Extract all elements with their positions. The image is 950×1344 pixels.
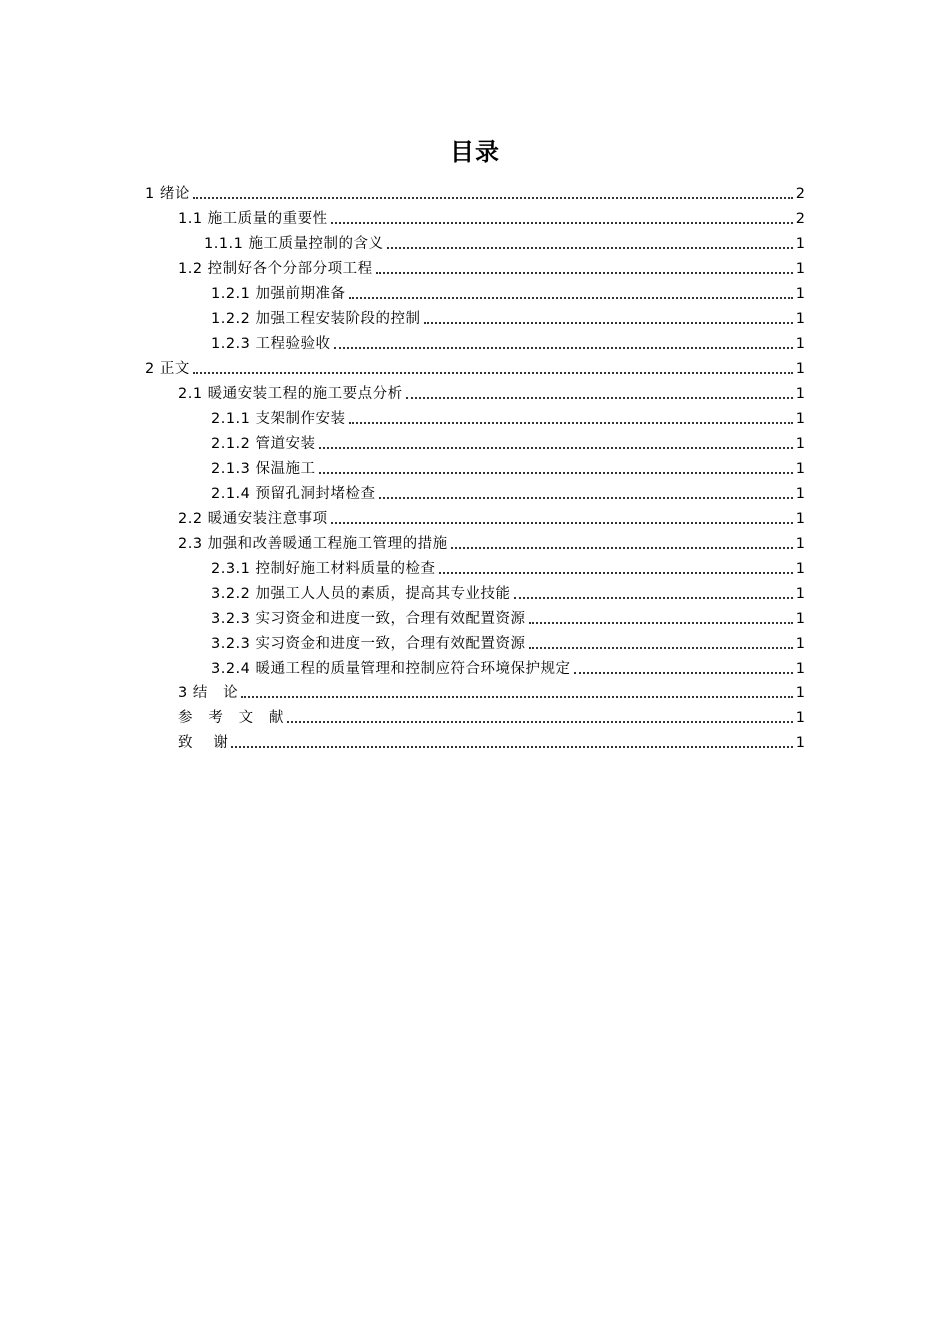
dot-leader xyxy=(319,471,793,474)
toc-entry-section-2-3-1[interactable] xyxy=(211,555,805,579)
toc-entry-label: 3.2.4 暖通工程的质量管理和控制应符合环境保护规定 xyxy=(211,661,571,677)
toc-entry-page-number: 1 xyxy=(795,311,805,327)
toc-entry-section-2-1-3[interactable] xyxy=(211,455,805,479)
dot-leader xyxy=(379,496,793,499)
toc-entry-section-2-1-2[interactable] xyxy=(211,430,805,454)
toc-entry-section-2-1-1[interactable] xyxy=(211,405,805,429)
toc-entry-section-3-2-4[interactable] xyxy=(211,655,805,679)
toc-entry-section-3-2-2[interactable] xyxy=(211,580,805,604)
toc-entry-page-number: 1 xyxy=(795,561,805,577)
dot-leader xyxy=(331,221,793,224)
toc-entry-section-3-2-3-duplicate[interactable] xyxy=(211,630,805,654)
dot-leader xyxy=(349,296,793,299)
toc-entry-label: 1.2.3 工程验验收 xyxy=(211,336,331,352)
toc-entry-section-1-2-2[interactable] xyxy=(211,305,805,329)
dot-leader xyxy=(193,371,793,374)
toc-entry-page-number: 1 xyxy=(795,636,805,652)
toc-entry-label: 2.2 暖通安装注意事项 xyxy=(178,511,328,527)
toc-entry-page-number: 1 xyxy=(795,411,805,427)
toc-entry-page-number: 1 xyxy=(795,361,805,377)
toc-entry-label: 1 绪论 xyxy=(145,186,190,202)
toc-entry-acknowledgements[interactable] xyxy=(178,729,805,753)
toc-entry-page-number: 1 xyxy=(795,536,805,552)
toc-entry-section-1-2[interactable] xyxy=(178,255,805,279)
dot-leader xyxy=(514,596,793,599)
dot-leader xyxy=(193,196,793,199)
toc-entry-section-1-2-3[interactable] xyxy=(211,330,805,354)
toc-entry-label: 致 谢 xyxy=(178,735,229,751)
dot-leader xyxy=(241,695,793,698)
toc-entry-page-number: 1 xyxy=(795,236,805,252)
toc-entry-page-number: 1 xyxy=(795,586,805,602)
dot-leader xyxy=(529,646,793,649)
toc-entry-page-number: 1 xyxy=(795,261,805,277)
toc-title: 目录 xyxy=(450,138,500,166)
toc-entry-label: 2.1.2 管道安装 xyxy=(211,436,316,452)
toc-entry-label: 2.1.1 支架制作安装 xyxy=(211,411,346,427)
toc-entry-section-2-2[interactable] xyxy=(178,505,805,529)
toc-entry-label: 1.1.1 施工质量控制的含义 xyxy=(204,236,384,252)
toc-entry-section-2-1[interactable] xyxy=(178,380,805,404)
dot-leader xyxy=(406,396,793,399)
dot-leader xyxy=(451,546,793,549)
toc-entry-label: 2.1.3 保温施工 xyxy=(211,461,316,477)
toc-entry-section-3-2-3[interactable] xyxy=(211,605,805,629)
toc-entry-page-number: 1 xyxy=(795,735,805,751)
toc-entry-page-number: 1 xyxy=(795,386,805,402)
dot-leader xyxy=(319,446,793,449)
dot-leader xyxy=(331,521,793,524)
dot-leader xyxy=(334,346,793,349)
toc-entry-section-1-2-1[interactable] xyxy=(211,280,805,304)
toc-entry-label: 1.2.1 加强前期准备 xyxy=(211,286,346,302)
toc-entry-label: 2.1 暖通安装工程的施工要点分析 xyxy=(178,386,403,402)
dot-leader xyxy=(439,571,793,574)
toc-entry-page-number: 1 xyxy=(795,710,805,726)
toc-entry-page-number: 2 xyxy=(795,186,805,202)
toc-entry-page-number: 1 xyxy=(795,286,805,302)
toc-entry-section-1-1-1[interactable] xyxy=(204,230,805,254)
toc-entry-label: 1.2.2 加强工程安装阶段的控制 xyxy=(211,311,421,327)
toc-entry-section-1-1[interactable] xyxy=(178,205,805,229)
toc-entry-label: 3 结 论 xyxy=(178,685,239,701)
toc-entry-page-number: 1 xyxy=(795,611,805,627)
dot-leader xyxy=(287,720,793,723)
toc-entry-chapter-1[interactable] xyxy=(145,180,805,204)
dot-leader xyxy=(387,246,793,249)
toc-entry-label: 2 正文 xyxy=(145,361,190,377)
toc-entry-chapter-2[interactable] xyxy=(145,355,805,379)
toc-entry-conclusion[interactable] xyxy=(178,679,805,703)
toc-entry-page-number: 1 xyxy=(795,661,805,677)
toc-entry-label: 参 考 文 献 xyxy=(178,710,284,726)
dot-leader xyxy=(376,271,793,274)
toc-entry-label: 3.2.3 实习资金和进度一致，合理有效配置资源 xyxy=(211,636,526,652)
toc-entry-label: 3.2.3 实习资金和进度一致，合理有效配置资源 xyxy=(211,611,526,627)
toc-entry-page-number: 2 xyxy=(795,211,805,227)
toc-entry-label: 1.1 施工质量的重要性 xyxy=(178,211,328,227)
toc-entry-page-number: 1 xyxy=(795,685,805,701)
toc-entry-page-number: 1 xyxy=(795,461,805,477)
dot-leader xyxy=(231,745,793,748)
toc-entry-references[interactable] xyxy=(178,704,805,728)
toc-entry-page-number: 1 xyxy=(795,336,805,352)
dot-leader xyxy=(574,671,793,674)
toc-entry-page-number: 1 xyxy=(795,511,805,527)
toc-entry-label: 2.3 加强和改善暖通工程施工管理的措施 xyxy=(178,536,448,552)
dot-leader xyxy=(529,621,793,624)
toc-entry-label: 1.2 控制好各个分部分项工程 xyxy=(178,261,373,277)
dot-leader xyxy=(349,421,793,424)
toc-entry-page-number: 1 xyxy=(795,436,805,452)
toc-entry-label: 3.2.2 加强工人人员的素质，提高其专业技能 xyxy=(211,586,511,602)
dot-leader xyxy=(424,321,793,324)
toc-entry-page-number: 1 xyxy=(795,486,805,502)
toc-entry-label: 2.1.4 预留孔洞封堵检查 xyxy=(211,486,376,502)
toc-entry-label: 2.3.1 控制好施工材料质量的检查 xyxy=(211,561,436,577)
toc-entry-section-2-1-4[interactable] xyxy=(211,480,805,504)
toc-entry-section-2-3[interactable] xyxy=(178,530,805,554)
